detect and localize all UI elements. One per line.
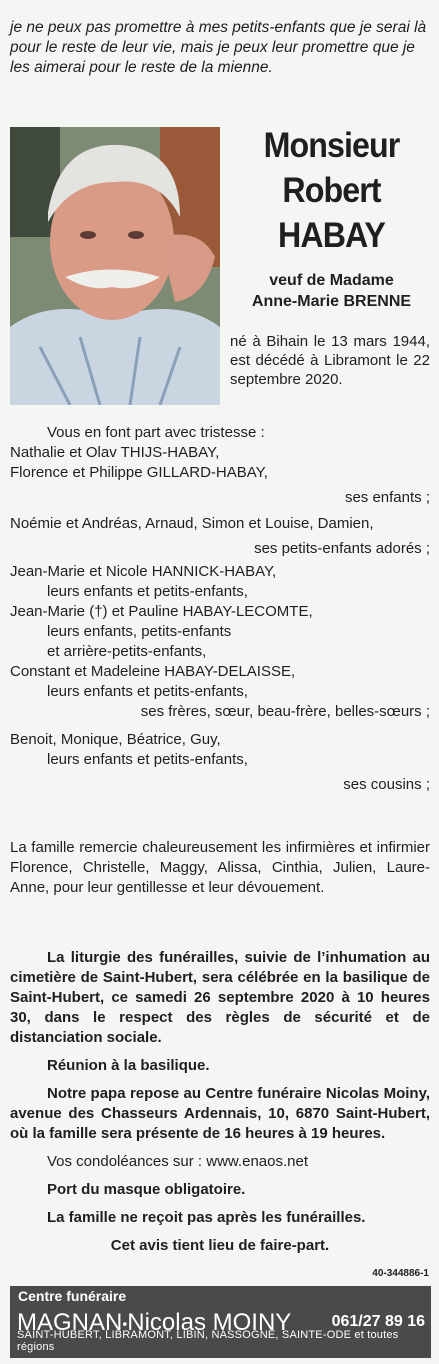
brand-dot: •: [122, 1315, 128, 1332]
birth-death-text: né à Bihain le 13 mars 1944, est décédé à Libramont le 22 septembre 2020.: [230, 333, 430, 388]
cousins-label: ses cousins ;: [343, 776, 430, 793]
epigraph-quote: je ne peux pas promettre à mes petits-enfants que je serai là pour le reste de leur vie, mais je peux leur promettre que je les aimerai pour le reste de la mienne.: [10, 19, 427, 76]
banner-towns: SAINT-HUBERT, LIBRAMONT, LIBIN, NASSOGNE, SAINTE-ODE et toutes régions: [17, 1329, 399, 1353]
sibling-3-desc: leurs enfants et petits-enfants,: [47, 683, 248, 700]
meeting-line: Réunion à la basilique.: [47, 1057, 210, 1074]
brand-magnan: MAGNAN: [17, 1309, 123, 1336]
rest-paragraph: Notre papa repose au Centre funéraire Nicolas Moiny, avenue des Chasseurs Ardennais, 10, 6870 Saint-Hubert, où la famille sera présente de 16 heures à 19 heures.: [10, 1085, 430, 1142]
sibling-3: Constant et Madeleine HABAY-DELAISSE,: [10, 663, 296, 680]
sibling-1: Jean-Marie et Nicole HANNICK-HABAY,: [10, 563, 277, 580]
grandchildren-label: ses petits-enfants adorés ;: [254, 540, 430, 557]
funeral-home-banner: [10, 1286, 431, 1358]
widow-line-2: Anne-Marie BRENNE: [251, 293, 412, 310]
sibling-2-desc: leurs enfants, petits-enfants: [47, 623, 232, 640]
sibling-2-desc-2: et arrière-petits-enfants,: [47, 643, 207, 660]
siblings-label: ses frères, sœur, beau-frère, belles-sœurs ;: [140, 703, 430, 720]
portrait-photo: [10, 127, 220, 405]
faire-part-line: Cet avis tient lieu de faire-part.: [110, 1237, 330, 1254]
deceased-name: [234, 123, 428, 258]
brand-moiny: Nicolas MOINY: [127, 1309, 292, 1336]
liturgy-paragraph: La liturgie des funérailles, suivie de l’inhumation au cimetière de Saint-Hubert, sera célébrée en la basilique de Saint-Hubert, ce samedi 26 septembre 2020 à 10 heures 30, dans le respect des règles de sécurité et de distanciation sociale.: [10, 949, 430, 1046]
name-line-last: HABAY: [278, 216, 385, 255]
announce-line: Vous en font part avec tristesse :: [47, 424, 265, 441]
sibling-1-desc: leurs enfants et petits-enfants,: [47, 583, 248, 600]
children-label: ses enfants ;: [344, 489, 430, 506]
thanks-paragraph: La famille remercie chaleureusement les infirmières et infirmier Florence, Christelle, Maggy, Alissa, Cinthia, Julien, Laure-Anne, pour leur gentillesse et leur dévouement.: [10, 839, 430, 896]
funeral-info: [10, 948, 430, 1264]
condolences-line: Vos condoléances sur : www.enaos.net: [47, 1153, 308, 1170]
cousins: Benoit, Monique, Béatrice, Guy,: [10, 731, 221, 748]
sibling-2: Jean-Marie (†) et Pauline HABAY-LECOMTE,: [10, 603, 313, 620]
name-line-first: Robert: [282, 171, 381, 210]
banner-phone: 061/27 89 16: [331, 1313, 425, 1330]
reference-number: 40-344886-1: [372, 1268, 429, 1279]
banner-tab: Centre funéraire: [10, 1286, 146, 1307]
family-list: [10, 423, 430, 795]
no-receive-line: La famille ne reçoit pas après les funérailles.: [47, 1209, 366, 1226]
child-2: Florence et Philippe GILLARD-HABAY,: [10, 464, 268, 481]
grandchildren: Noémie et Andréas, Arnaud, Simon et Louise, Damien,: [10, 515, 374, 532]
widow-note: [226, 270, 437, 312]
child-1: Nathalie et Olav THIJS-HABAY,: [10, 444, 220, 461]
cousins-desc: leurs enfants et petits-enfants,: [47, 751, 248, 768]
name-line-title: Monsieur: [263, 126, 400, 165]
widow-line-1: veuf de Madame: [269, 272, 394, 289]
mask-line: Port du masque obligatoire.: [47, 1181, 246, 1198]
